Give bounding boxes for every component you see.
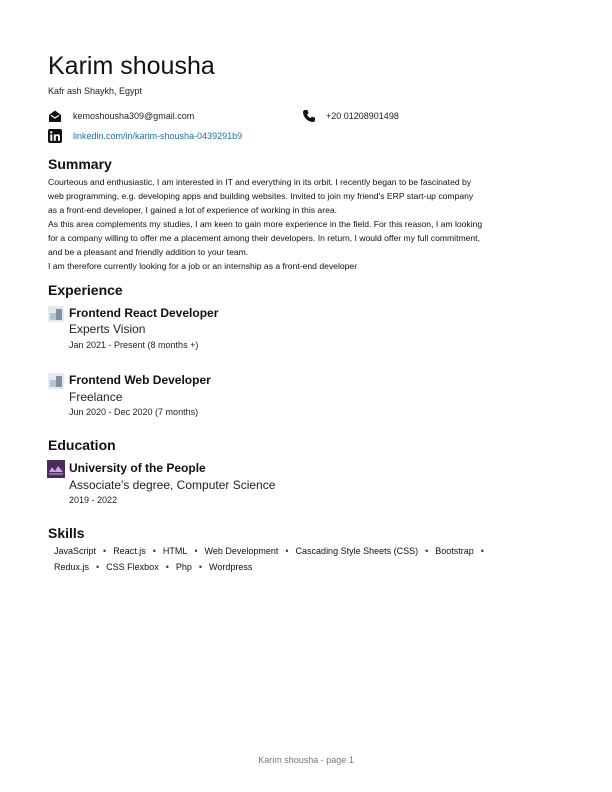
candidate-location: Kafr ash Shaykh, Egypt: [48, 86, 143, 96]
school-logo-icon: [47, 460, 65, 478]
summary-line: I am therefore currently looking for a job or an internship as a front-end developer: [48, 261, 358, 271]
experience-heading: Experience: [48, 282, 123, 298]
skill-item: Php: [175, 562, 192, 572]
email-text[interactable]: kemoshousha309@gmail.com: [73, 111, 195, 121]
skill-separator: •: [480, 546, 484, 556]
company-logo-icon: [48, 373, 64, 389]
linkedin-icon: [48, 129, 62, 143]
experience-dates: Jun 2020 - Dec 2020 (7 months): [69, 407, 199, 417]
summary-line: for a company willing to offer me a placement among their developers. In return, I would offer my full commitment,: [48, 233, 480, 243]
skill-item: Redux.js: [54, 562, 90, 572]
skill-item: HTML: [162, 546, 188, 556]
skill-item: Wordpress: [209, 562, 253, 572]
summary-heading: Summary: [48, 156, 112, 172]
summary-line: Courteous and enthusiastic, I am interested in IT and everything in its orbit. I recently began to be fascinated by: [48, 177, 472, 187]
skills-list: [54, 543, 554, 575]
skill-item: Web Development: [204, 546, 279, 556]
skill-item: React.js: [113, 546, 146, 556]
summary-line: and be a pleasant and friendly addition to your team.: [48, 247, 249, 257]
skill-separator: •: [198, 562, 203, 572]
experience-dates: Jan 2021 - Present (8 months +): [69, 340, 199, 350]
skill-separator: •: [194, 546, 198, 556]
education-school: University of the People: [69, 461, 206, 475]
company-logo-icon: [48, 306, 64, 322]
experience-org: Freelance: [69, 390, 123, 404]
skill-item: Bootstrap: [435, 546, 474, 556]
page-footer: Karim shousha - page 1: [258, 755, 354, 765]
skill-separator: •: [285, 546, 289, 556]
email-icon: [48, 109, 62, 123]
skill-separator: •: [152, 546, 156, 556]
skills-heading: Skills: [48, 525, 85, 541]
experience-org: Experts Vision: [69, 322, 146, 336]
skill-separator: •: [165, 562, 169, 572]
phone-icon: [302, 109, 316, 123]
linkedin-link[interactable]: linkedin.com/in/karim-shousha-0439291b9: [73, 131, 243, 141]
summary-line: as a front-end developer, I gained a lot of experience of working in this area.: [48, 205, 338, 215]
summary-line: As this area complements my studies, I am keen to gain more experience in the field. For this reason, I am looking: [48, 219, 483, 229]
experience-role: Frontend Web Developer: [69, 373, 211, 387]
skill-item: CSS Flexbox: [106, 562, 159, 572]
skill-separator: •: [103, 546, 107, 556]
skill-item: JavaScript: [54, 546, 97, 556]
education-dates: 2019 - 2022: [69, 495, 118, 505]
education-heading: Education: [48, 437, 116, 453]
education-degree: Associate's degree, Computer Science: [69, 478, 276, 492]
summary-line: web programming, e.g. developing apps and building websites. Invited to join my friend's ERP start-up company: [48, 191, 474, 201]
experience-role: Frontend React Developer: [69, 306, 219, 320]
skill-separator: •: [425, 546, 429, 556]
skill-item: Cascading Style Sheets (CSS): [295, 546, 419, 556]
phone-text: +20 01208901498: [326, 111, 399, 121]
skill-separator: •: [96, 562, 100, 572]
candidate-name: Karim shousha: [48, 52, 215, 80]
summary-text: [48, 175, 560, 273]
